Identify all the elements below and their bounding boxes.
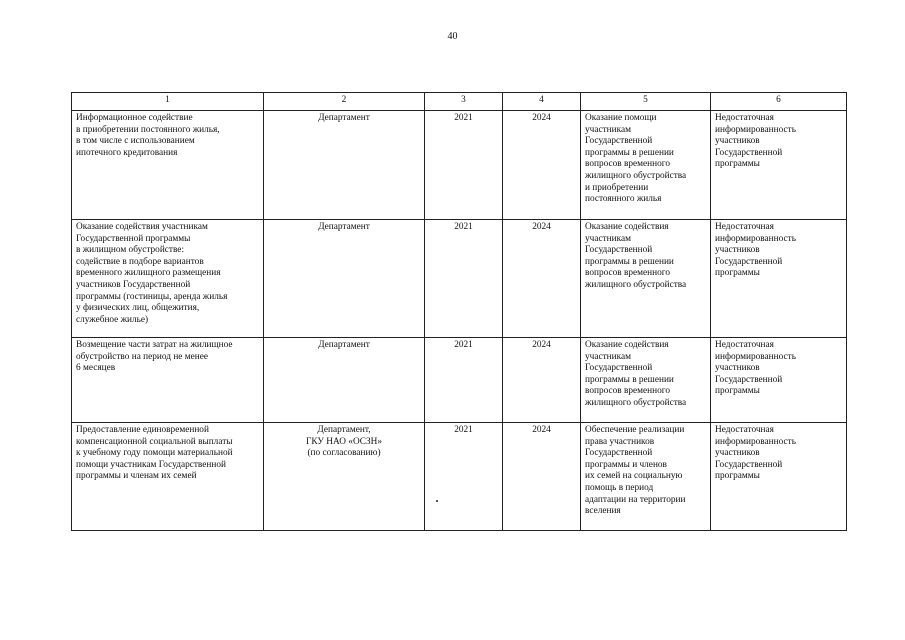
measure-cell xyxy=(72,338,264,423)
risk-cell xyxy=(711,423,847,531)
executor-cell xyxy=(264,338,425,423)
start-year-cell: 2021 xyxy=(425,220,503,338)
result-text: Оказание содействия участникам Государственной программы в решении вопросов временного жилищного обустройства xyxy=(585,340,687,408)
column-header-2: 2 xyxy=(264,93,425,111)
end-year-cell: 2024 xyxy=(503,111,581,220)
column-header-6: 6 xyxy=(711,93,847,111)
end-year-cell: 2024 xyxy=(503,220,581,338)
end-year-cell: 2024 xyxy=(503,338,581,423)
risk-text: Недостаточная информированность участников Государственной программы xyxy=(715,340,796,397)
measure-text: Предоставление единовременной компенсационной социальной выплаты к учебному году помощи материальной помощи участникам Государственной программы и членам их семей xyxy=(76,425,233,482)
risk-text: Недостаточная информированность участников Государственной программы xyxy=(715,222,796,279)
executor-cell xyxy=(264,423,425,531)
measure-cell xyxy=(72,220,264,338)
risk-cell xyxy=(711,338,847,423)
result-text: Оказание помощи участникам Государственной программы в решении вопросов временного жилищного обустройства и приобретении постоянного жилья xyxy=(585,113,687,205)
table-header-row xyxy=(72,93,847,111)
executor-text: Департамент xyxy=(318,340,370,350)
measure-cell xyxy=(72,111,264,220)
column-header-1: 1 xyxy=(72,93,264,111)
start-year-cell: 2021 xyxy=(425,111,503,220)
result-cell xyxy=(581,111,711,220)
measure-text: Оказание содействия участникам Государственной программы в жилищном обустройстве: содействие в подборе вариантов временного жилищного размещения участников Государственной программы (гостиницы, аренда жилья у физических лиц, общежития, служебное жилье) xyxy=(76,222,228,325)
result-text: Обеспечение реализации права участников Государственной программы и членов их семей на социальную помощь в период адаптации на территории вселения xyxy=(585,425,686,517)
end-year-cell: 2024 xyxy=(503,423,581,531)
risk-text: Недостаточная информированность участников Государственной программы xyxy=(715,425,796,482)
measures-table xyxy=(71,92,847,531)
start-year-cell: 2021 xyxy=(425,423,503,531)
result-cell xyxy=(581,220,711,338)
risk-cell xyxy=(711,111,847,220)
column-header-3: 3 xyxy=(425,93,503,111)
executor-text: Департамент xyxy=(318,113,370,123)
result-text: Оказание содействия участникам Государственной программы в решении вопросов временного жилищного обустройства xyxy=(585,222,687,290)
executor-cell xyxy=(264,220,425,338)
column-header-4: 4 xyxy=(503,93,581,111)
executor-text: Департамент, ГКУ НАО «ОСЗН» (по согласованию) xyxy=(306,425,382,459)
page-number: 40 xyxy=(447,31,458,42)
executor-text: Департамент xyxy=(318,222,370,232)
result-cell xyxy=(581,338,711,423)
result-cell xyxy=(581,423,711,531)
measure-text: Информационное содействие в приобретении постоянного жилья, в том числе с использованием ипотечного кредитования xyxy=(76,113,220,158)
scan-speck xyxy=(436,500,438,502)
risk-cell xyxy=(711,220,847,338)
table-row xyxy=(72,111,847,220)
measure-cell xyxy=(72,423,264,531)
column-header-5: 5 xyxy=(581,93,711,111)
start-year-cell: 2021 xyxy=(425,338,503,423)
table-row xyxy=(72,220,847,338)
measure-text: Возмещение части затрат на жилищное обустройство на период не менее 6 месяцев xyxy=(76,340,233,374)
executor-cell xyxy=(264,111,425,220)
risk-text: Недостаточная информированность участников Государственной программы xyxy=(715,113,796,170)
table-row xyxy=(72,423,847,531)
table-row xyxy=(72,338,847,423)
